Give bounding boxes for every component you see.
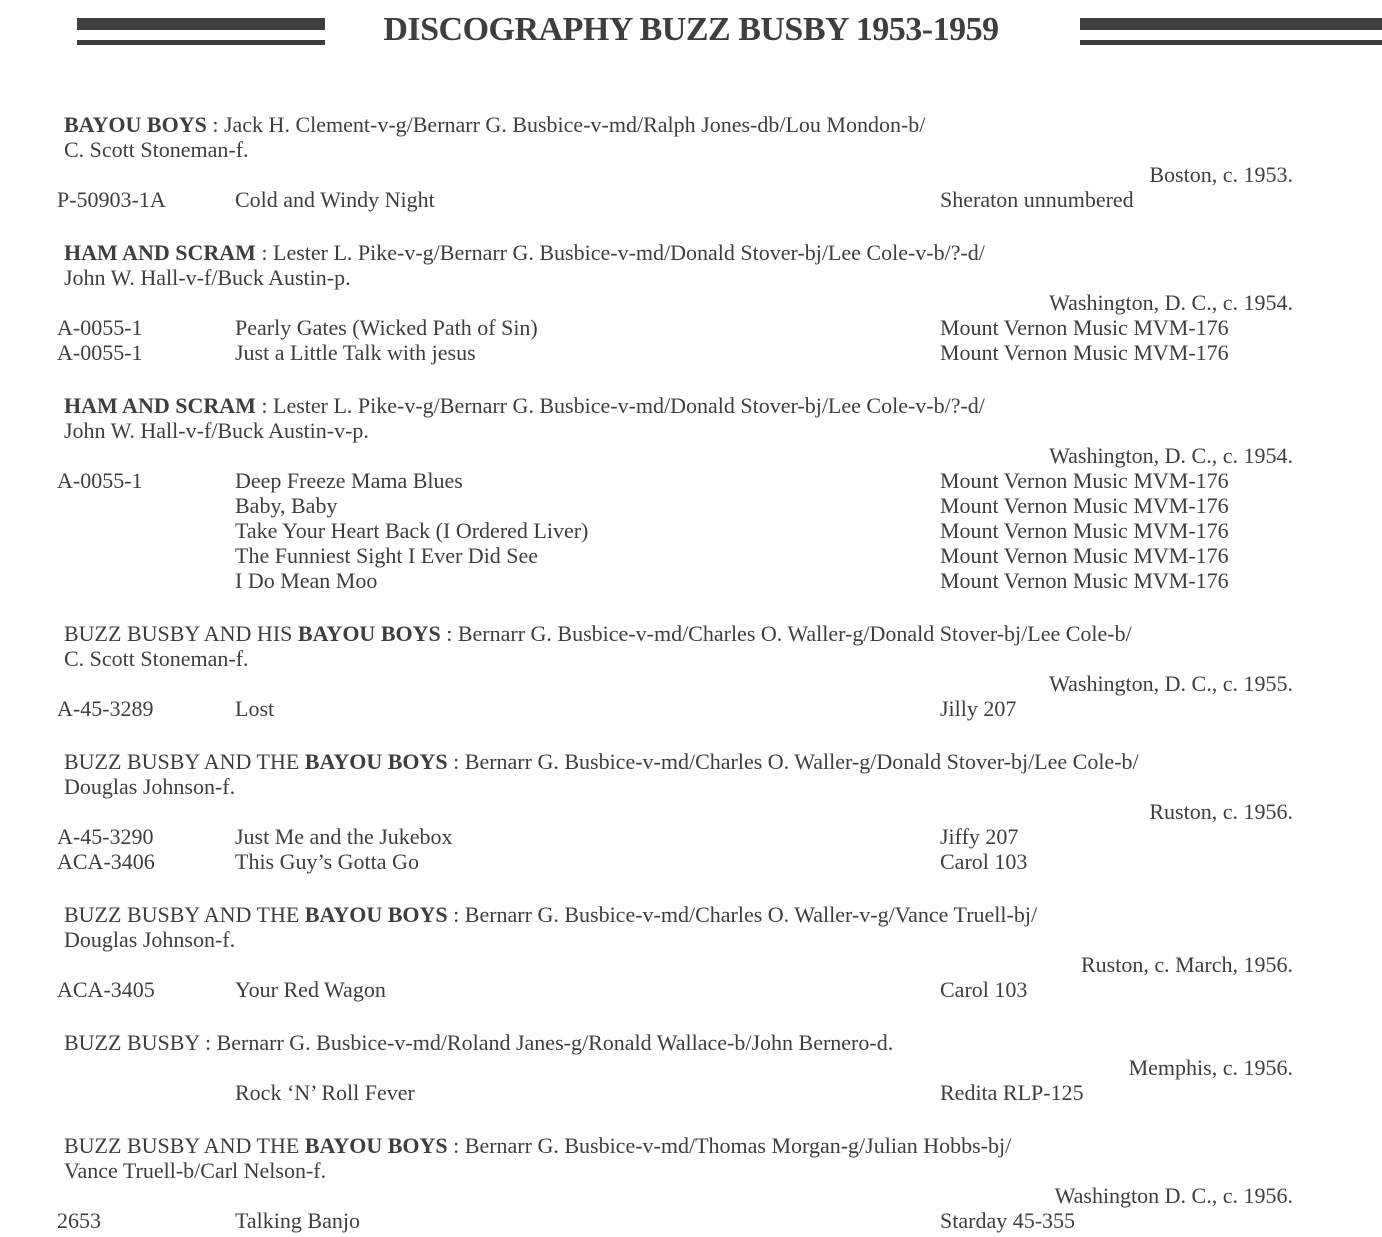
recording-row bbox=[57, 1080, 1382, 1105]
record-label: Carol 103 bbox=[940, 849, 1028, 874]
personnel-line-2: Douglas Johnson-f. bbox=[64, 927, 236, 952]
record-label: Redita RLP-125 bbox=[940, 1080, 1084, 1105]
record-label: Carol 103 bbox=[940, 977, 1028, 1002]
session-buzz-busby-the-bayou-boys-ruston bbox=[57, 749, 1382, 874]
session-location: Ruston, c. 1956. bbox=[1149, 799, 1293, 824]
matrix-number: A-0055-1 bbox=[57, 468, 143, 493]
heading-separator: : bbox=[255, 393, 274, 418]
personnel-line-1: Jack H. Clement-v-g/Bernarr G. Busbice-v-md/Ralph Jones-db/Lou Mondon-b/ bbox=[223, 112, 926, 137]
recording-row bbox=[57, 696, 1382, 721]
personnel-line-2: Douglas Johnson-f. bbox=[64, 774, 236, 799]
heading-separator: : bbox=[206, 112, 224, 137]
session-heading bbox=[64, 393, 1382, 443]
session-buzz-busby-memphis bbox=[57, 1030, 1382, 1105]
record-label: Mount Vernon Music MVM-176 bbox=[940, 568, 1229, 593]
song-title: This Guy’s Gotta Go bbox=[235, 849, 419, 874]
session-location: Washington D. C., c. 1956. bbox=[1054, 1183, 1293, 1208]
session-location: Washington, D. C., c. 1954. bbox=[1049, 290, 1293, 315]
record-label: Jilly 207 bbox=[940, 696, 1017, 721]
heading-separator: : bbox=[255, 240, 274, 265]
record-label: Sheraton unnumbered bbox=[940, 187, 1134, 212]
artist-prefix: BUZZ BUSBY AND THE bbox=[64, 749, 305, 774]
song-title: Rock ‘N’ Roll Fever bbox=[235, 1080, 415, 1105]
personnel-line-1: Lester L. Pike-v-g/Bernarr G. Busbice-v-md/Donald Stover-bj/Lee Cole-v-b/?-d/ bbox=[273, 240, 985, 265]
record-label: Jiffy 207 bbox=[940, 824, 1019, 849]
right-rule-thin bbox=[1080, 40, 1382, 45]
heading-separator: : bbox=[199, 1030, 217, 1055]
matrix-number bbox=[57, 493, 235, 518]
session-location: Memphis, c. 1956. bbox=[1128, 1055, 1293, 1080]
right-rule-thick bbox=[1080, 18, 1382, 30]
discography-content bbox=[0, 50, 1382, 1233]
recording-row bbox=[57, 568, 1382, 593]
recording-row bbox=[57, 315, 1382, 340]
record-label: Mount Vernon Music MVM-176 bbox=[940, 468, 1229, 493]
matrix-number: A-0055-1 bbox=[57, 315, 143, 340]
session-location: Washington, D. C., c. 1955. bbox=[1049, 671, 1293, 696]
session-location: Washington, D. C., c. 1954. bbox=[1049, 443, 1293, 468]
matrix-number: 2653 bbox=[57, 1208, 101, 1233]
song-title: Just Me and the Jukebox bbox=[235, 824, 453, 849]
personnel-line-1: Bernarr G. Busbice-v-md/Roland Janes-g/Ronald Wallace-b/John Bernero-d. bbox=[216, 1030, 894, 1055]
matrix-number: A-45-3289 bbox=[57, 696, 154, 721]
session-buzz-busby-his-bayou-boys bbox=[57, 621, 1382, 721]
recording-row bbox=[57, 824, 1382, 849]
matrix-number bbox=[57, 568, 235, 593]
recording-row bbox=[57, 493, 1382, 518]
record-label: Starday 45-355 bbox=[940, 1208, 1076, 1233]
matrix-number: A-45-3290 bbox=[57, 824, 154, 849]
session-ham-and-scram-2 bbox=[57, 393, 1382, 593]
personnel-line-2: John W. Hall-v-f/Buck Austin-v-p. bbox=[64, 418, 369, 443]
recording-row bbox=[57, 468, 1382, 493]
heading-separator: : bbox=[447, 902, 465, 927]
song-title: The Funniest Sight I Ever Did See bbox=[235, 543, 539, 568]
session-heading bbox=[64, 240, 1382, 290]
session-bayou-boys-1953 bbox=[57, 112, 1382, 212]
artist-prefix: BUZZ BUSBY bbox=[64, 1030, 200, 1055]
song-title: Lost bbox=[235, 696, 275, 721]
song-title: Talking Banjo bbox=[235, 1208, 360, 1233]
session-buzz-busby-the-bayou-boys-washington bbox=[57, 1133, 1382, 1233]
matrix-number: P-50903-1A bbox=[57, 187, 166, 212]
personnel-line-1: Bernarr G. Busbice-v-md/Charles O. Waller-v-g/Vance Truell-bj/ bbox=[464, 902, 1038, 927]
song-title: Just a Little Talk with jesus bbox=[235, 340, 476, 365]
song-title: Pearly Gates (Wicked Path of Sin) bbox=[235, 315, 538, 340]
song-title: Baby, Baby bbox=[235, 493, 338, 518]
recording-row bbox=[57, 187, 1382, 212]
page-header bbox=[0, 0, 1382, 50]
artist-name: BAYOU BOYS bbox=[304, 902, 448, 927]
matrix-number bbox=[57, 518, 235, 543]
personnel-line-1: Bernarr G. Busbice-v-md/Charles O. Waller-g/Donald Stover-bj/Lee Cole-b/ bbox=[457, 621, 1132, 646]
song-title: Your Red Wagon bbox=[235, 977, 386, 1002]
matrix-number bbox=[57, 543, 235, 568]
recording-row bbox=[57, 849, 1382, 874]
personnel-line-2: C. Scott Stoneman-f. bbox=[64, 137, 249, 162]
artist-name: BAYOU BOYS bbox=[304, 1133, 448, 1158]
song-title: I Do Mean Moo bbox=[235, 568, 378, 593]
session-ham-and-scram-1 bbox=[57, 240, 1382, 365]
personnel-line-1: Bernarr G. Busbice-v-md/Charles O. Waller-g/Donald Stover-bj/Lee Cole-b/ bbox=[464, 749, 1139, 774]
session-heading bbox=[64, 902, 1382, 952]
session-heading bbox=[64, 1030, 1382, 1055]
session-buzz-busby-the-bayou-boys-march bbox=[57, 902, 1382, 1002]
song-title: Deep Freeze Mama Blues bbox=[235, 468, 463, 493]
recording-row bbox=[57, 977, 1382, 1002]
personnel-line-1: Bernarr G. Busbice-v-md/Thomas Morgan-g/Julian Hobbs-bj/ bbox=[464, 1133, 1012, 1158]
heading-separator: : bbox=[447, 749, 465, 774]
artist-prefix: BUZZ BUSBY AND THE bbox=[64, 902, 305, 927]
artist-name: BAYOU BOYS bbox=[304, 749, 448, 774]
matrix-number: ACA-3405 bbox=[57, 977, 155, 1002]
page-title: DISCOGRAPHY BUZZ BUSBY 1953-1959 bbox=[383, 11, 999, 48]
matrix-number: A-0055-1 bbox=[57, 340, 143, 365]
session-heading bbox=[64, 1133, 1382, 1183]
artist-name: HAM AND SCRAM bbox=[64, 240, 256, 265]
record-label: Mount Vernon Music MVM-176 bbox=[940, 340, 1229, 365]
record-label: Mount Vernon Music MVM-176 bbox=[940, 543, 1229, 568]
session-location: Ruston, c. March, 1956. bbox=[1080, 952, 1293, 977]
song-title: Take Your Heart Back (I Ordered Liver) bbox=[235, 518, 589, 543]
session-heading bbox=[64, 112, 1382, 162]
heading-separator: : bbox=[440, 621, 458, 646]
session-heading bbox=[64, 749, 1382, 799]
session-heading bbox=[64, 621, 1382, 671]
session-location: Boston, c. 1953. bbox=[1149, 162, 1293, 187]
personnel-line-2: Vance Truell-b/Carl Nelson-f. bbox=[64, 1158, 327, 1183]
artist-prefix: BUZZ BUSBY AND HIS bbox=[64, 621, 298, 646]
recording-row bbox=[57, 1208, 1382, 1233]
recording-row bbox=[57, 543, 1382, 568]
artist-name: BAYOU BOYS bbox=[64, 112, 207, 137]
recording-row bbox=[57, 518, 1382, 543]
artist-name: BAYOU BOYS bbox=[297, 621, 441, 646]
record-label: Mount Vernon Music MVM-176 bbox=[940, 315, 1229, 340]
record-label: Mount Vernon Music MVM-176 bbox=[940, 518, 1229, 543]
heading-separator: : bbox=[447, 1133, 465, 1158]
personnel-line-2: John W. Hall-v-f/Buck Austin-p. bbox=[64, 265, 351, 290]
artist-name: HAM AND SCRAM bbox=[64, 393, 256, 418]
song-title: Cold and Windy Night bbox=[235, 187, 435, 212]
recording-row bbox=[57, 340, 1382, 365]
matrix-number bbox=[57, 1080, 235, 1105]
right-double-rule bbox=[1080, 18, 1382, 45]
personnel-line-1: Lester L. Pike-v-g/Bernarr G. Busbice-v-md/Donald Stover-bj/Lee Cole-v-b/?-d/ bbox=[273, 393, 985, 418]
artist-prefix: BUZZ BUSBY AND THE bbox=[64, 1133, 305, 1158]
matrix-number: ACA-3406 bbox=[57, 849, 155, 874]
record-label: Mount Vernon Music MVM-176 bbox=[940, 493, 1229, 518]
personnel-line-2: C. Scott Stoneman-f. bbox=[64, 646, 249, 671]
